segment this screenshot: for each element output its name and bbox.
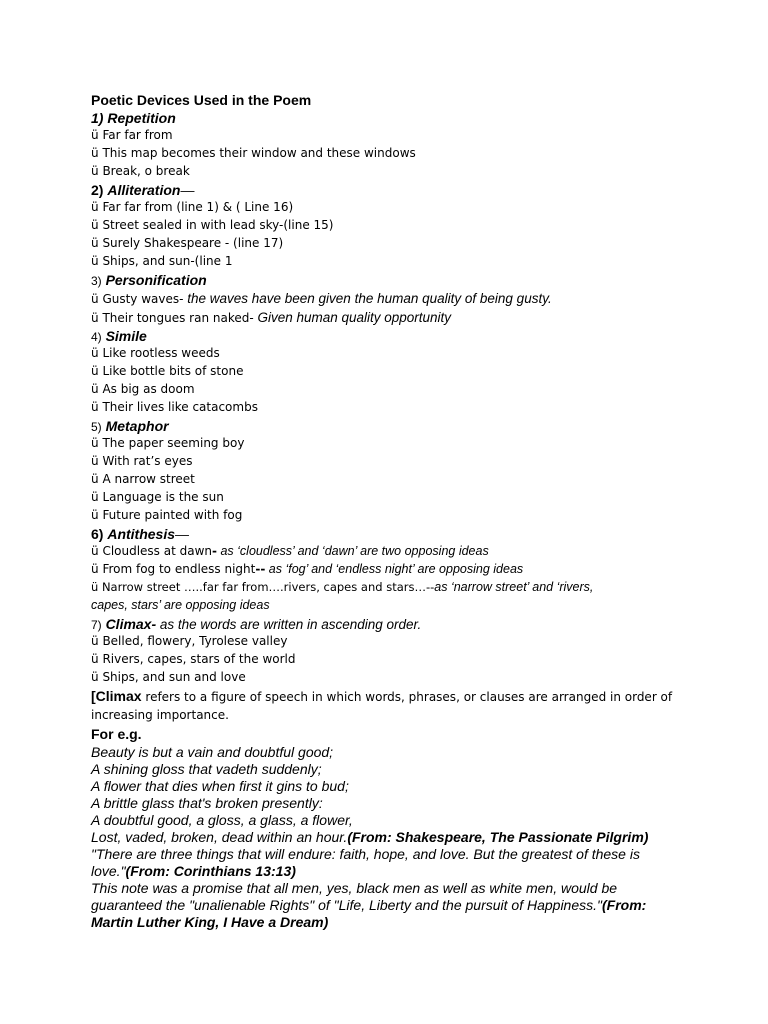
- list-item: ü Their tongues ran naked- Given human quality opportunity: [91, 310, 452, 325]
- check-bullet-icon: ü: [91, 580, 99, 594]
- mlk-source-cont: Martin Luther King, I Have a Dream): [91, 914, 329, 930]
- list-item-continuation: capes, stars’ are opposing ideas: [91, 598, 270, 612]
- check-bullet-icon: ü: [91, 346, 99, 360]
- quote-source: (From: Shakespeare, The Passionate Pilgrim): [347, 829, 649, 845]
- check-bullet-icon: ü: [91, 218, 99, 232]
- list-item: ü Surely Shakespeare - (line 17): [91, 236, 284, 250]
- check-bullet-icon: ü: [91, 454, 99, 468]
- check-bullet-icon: ü: [91, 508, 99, 522]
- list-item: ü Their lives like catacombs: [91, 400, 258, 414]
- list-item: ü This map becomes their window and these windows: [91, 146, 416, 160]
- list-item: ü Like rootless weeds: [91, 346, 220, 360]
- check-bullet-icon: ü: [91, 544, 99, 558]
- check-bullet-icon: ü: [91, 490, 99, 504]
- section-heading-metaphor: 5) Metaphor: [91, 418, 169, 434]
- list-item: ü Like bottle bits of stone: [91, 364, 244, 378]
- check-bullet-icon: ü: [91, 382, 99, 396]
- list-item: ü As big as doom: [91, 382, 195, 396]
- corinthians-quote-cont: love."(From: Corinthians 13:13): [91, 863, 296, 879]
- quote-line: A shining gloss that vadeth suddenly;: [91, 761, 322, 777]
- mlk-quote-cont: guaranteed the "unalienable Rights" of "Life, Liberty and the pursuit of Happiness."(From:: [91, 897, 647, 913]
- check-bullet-icon: ü: [91, 562, 99, 576]
- list-item: ü Break, o break: [91, 164, 190, 178]
- check-bullet-icon: ü: [91, 400, 99, 414]
- list-item: ü Future painted with fog: [91, 508, 243, 522]
- check-bullet-icon: ü: [91, 146, 99, 160]
- list-item: ü Far far from (line 1) & ( Line 16): [91, 200, 294, 214]
- list-item: ü From fog to endless night-- as ‘fog’ and ‘endless night’ are opposing ideas: [91, 562, 524, 576]
- list-item: ü Language is the sun: [91, 490, 224, 504]
- check-bullet-icon: ü: [91, 292, 99, 306]
- quote-line: A flower that dies when first it gins to bud;: [91, 778, 349, 794]
- list-item: ü Ships, and sun-(line 1: [91, 254, 233, 268]
- section-heading-climax: 7) Climax- as the words are written in ascending order.: [91, 616, 422, 632]
- mlk-quote: This note was a promise that all men, yes, black men as well as white men, would be: [91, 880, 618, 896]
- section-heading-alliteration: 2) Alliteration—: [91, 182, 195, 198]
- check-bullet-icon: ü: [91, 634, 99, 648]
- list-item: ü The paper seeming boy: [91, 436, 245, 450]
- list-item: ü A narrow street: [91, 472, 195, 486]
- list-item: ü With rat’s eyes: [91, 454, 193, 468]
- corinthians-source: (From: Corinthians 13:13): [125, 863, 296, 879]
- quote-line: Beauty is but a vain and doubtful good;: [91, 744, 334, 760]
- check-bullet-icon: ü: [91, 254, 99, 268]
- list-item: ü Cloudless at dawn- as ‘cloudless’ and ‘dawn’ are two opposing ideas: [91, 544, 489, 558]
- check-bullet-icon: ü: [91, 164, 99, 178]
- check-bullet-icon: ü: [91, 472, 99, 486]
- check-bullet-icon: ü: [91, 200, 99, 214]
- mlk-source: (From:: [602, 897, 647, 913]
- check-bullet-icon: ü: [91, 364, 99, 378]
- check-bullet-icon: ü: [91, 311, 99, 325]
- section-heading-simile: 4) Simile: [91, 328, 147, 344]
- example-heading: For e.g.: [91, 726, 142, 742]
- quote-line-last: Lost, vaded, broken, dead within an hour.(From: Shakespeare, The Passionate Pilgrim): [91, 829, 649, 845]
- climax-definition-cont: increasing importance.: [91, 708, 229, 722]
- document-body: [91, 92, 711, 931]
- list-item: ü Far far from: [91, 128, 173, 142]
- check-bullet-icon: ü: [91, 436, 99, 450]
- page-title: Poetic Devices Used in the Poem: [91, 92, 312, 108]
- quote-line: A brittle glass that's broken presently:: [91, 795, 323, 811]
- check-bullet-icon: ü: [91, 128, 99, 142]
- corinthians-quote: "There are three things that will endure: faith, hope, and love. But the greatest of these is: [91, 846, 640, 862]
- list-item: ü Belled, flowery, Tyrolese valley: [91, 634, 288, 648]
- check-bullet-icon: ü: [91, 670, 99, 684]
- list-item: ü Narrow street …..far far from….rivers, capes and stars…--as ‘narrow street’ and ‘rivers,: [91, 580, 594, 594]
- climax-definition: [Climax refers to a figure of speech in which words, phrases, or clauses are arranged in order of: [91, 688, 673, 704]
- list-item: ü Rivers, capes, stars of the world: [91, 652, 296, 666]
- quote-line: A doubtful good, a gloss, a glass, a flower,: [91, 812, 353, 828]
- check-bullet-icon: ü: [91, 652, 99, 666]
- list-item: ü Street sealed in with lead sky-(line 15): [91, 218, 334, 232]
- list-item: ü Gusty waves- the waves have been given the human quality of being gusty.: [91, 291, 552, 306]
- check-bullet-icon: ü: [91, 236, 99, 250]
- section-heading-repetition: 1) Repetition: [91, 110, 176, 126]
- section-heading-personification: 3) Personification: [91, 272, 207, 288]
- list-item: ü Ships, and sun and love: [91, 670, 246, 684]
- section-heading-antithesis: 6) Antithesis—: [91, 526, 190, 542]
